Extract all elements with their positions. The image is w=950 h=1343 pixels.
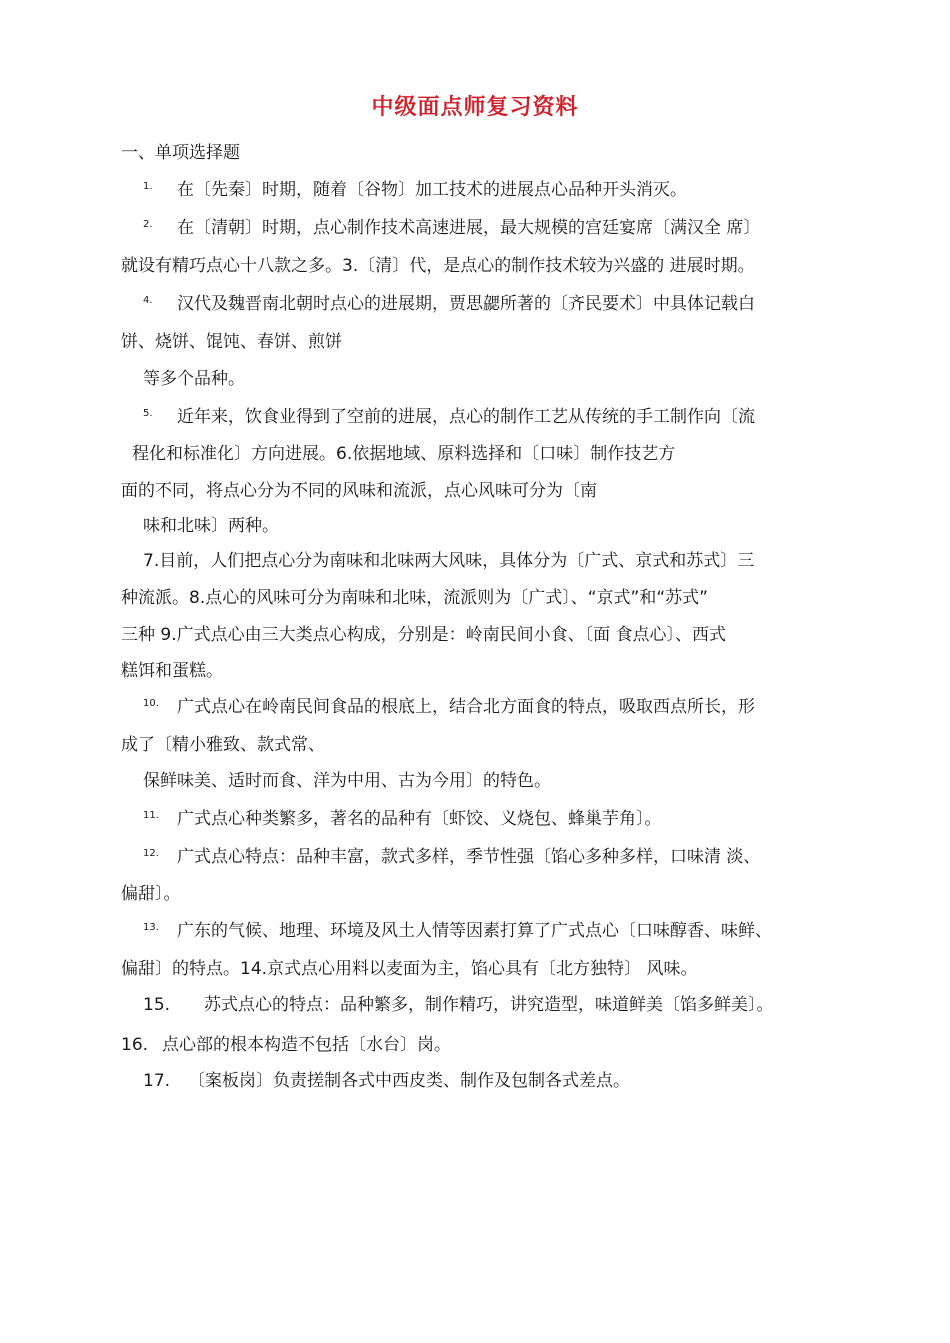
item-10-line-c: 保鲜味美、适时而食、洋为中用、古为今用〕的特色。 xyxy=(143,771,551,791)
item-16-line: 点心部的根本构造不包括〔水台〕岗。 xyxy=(162,1035,451,1055)
item-number-1: 1. xyxy=(143,181,153,192)
item-12-line-b: 偏甜〕。 xyxy=(121,884,181,904)
item-4-line-c: 等多个品种。 xyxy=(143,369,245,389)
item-2-line-b: 就设有精巧点心十八款之多。3.〔清〕代，是点心的制作技术较为兴盛的 进展时期。 xyxy=(121,256,755,276)
item-12-line-a: 广式点心特点：品种丰富，款式多样，季节性强〔馅心多种多样，口味清 淡、 xyxy=(177,847,761,867)
item-1-line: 在〔先秦〕时期，随着〔谷物〕加工技术的进展点心品种开头消灭。 xyxy=(177,180,687,200)
item-number-11: 11. xyxy=(143,810,159,821)
item-number-16: 16. xyxy=(121,1035,149,1055)
item-15-line: 苏式点心的特点：品种繁多，制作精巧，讲究造型，味道鲜美〔馅多鲜美〕。 xyxy=(204,995,774,1015)
item-number-10: 10. xyxy=(143,698,159,709)
item-5-line-c: 面的不同，将点心分为不同的风味和流派，点心风味可分为〔南 xyxy=(121,481,597,501)
item-7-line-b: 种流派。8.点心的风味可分为南味和北味，流派则为〔广式〕、“京式”和“苏式” xyxy=(121,588,708,608)
item-number-13: 13. xyxy=(143,922,159,933)
item-2-line-a: 在〔清朝〕时期，点心制作技术高速进展，最大规模的宫廷宴席〔满汉全 席〕 xyxy=(177,218,761,238)
item-5-line-a: 近年来，饮食业得到了空前的进展，点心的制作工艺从传统的手工制作向〔流 xyxy=(177,407,755,427)
item-5-line-d: 味和北味〕两种。 xyxy=(143,516,279,536)
item-10-line-b: 成了〔精小雅致、款式常、 xyxy=(121,735,325,755)
item-number-17: 17. xyxy=(143,1071,171,1091)
item-7-line-d: 糕饵和蛋糕。 xyxy=(121,661,223,681)
item-4-line-a: 汉代及魏晋南北朝时点心的进展期，贾思勰所著的〔齐民要术〕中具体记载白 xyxy=(177,294,755,314)
item-13-line-b: 偏甜〕的特点。14.京式点心用料以麦面为主，馅心具有〔北方独特〕 风味。 xyxy=(121,959,698,979)
item-number-15: 15. xyxy=(143,995,171,1015)
item-13-line-a: 广东的气候、地理、环境及风土人情等因素打算了广式点心〔口味醇香、味鲜、 xyxy=(177,921,772,941)
section-heading: 一、单项选择题 xyxy=(121,143,240,163)
item-10-line-a: 广式点心在岭南民间食品的根底上，结合北方面食的特点，吸取西点所长，形 xyxy=(177,697,755,717)
item-number-4: 4. xyxy=(143,295,153,306)
document-title: 中级面点师复习资料 xyxy=(371,95,579,120)
item-17-line: 〔案板岗〕负责搓制各式中西皮类、制作及包制各式差点。 xyxy=(188,1071,630,1091)
item-11-line: 广式点心种类繁多，著名的品种有〔虾饺、义烧包、蜂巢芋角〕。 xyxy=(177,809,662,829)
item-number-5: 5. xyxy=(143,408,153,419)
item-7-line-c: 三种 9.广式点心由三大类点心构成，分别是：岭南民间小食、〔面 食点心〕、西式 xyxy=(121,625,727,645)
item-number-2: 2. xyxy=(143,219,153,230)
item-4-line-b: 饼、烧饼、馄饨、春饼、煎饼 xyxy=(121,332,342,352)
item-number-12: 12. xyxy=(143,848,159,859)
item-7-line-a: 7.目前，人们把点心分为南味和北味两大风味，具体分为〔广式、京式和苏式〕三 xyxy=(143,551,755,571)
item-5-line-b: 程化和标准化〕方向进展。6.依据地域、原料选择和〔口味〕制作技艺方 xyxy=(132,444,676,464)
